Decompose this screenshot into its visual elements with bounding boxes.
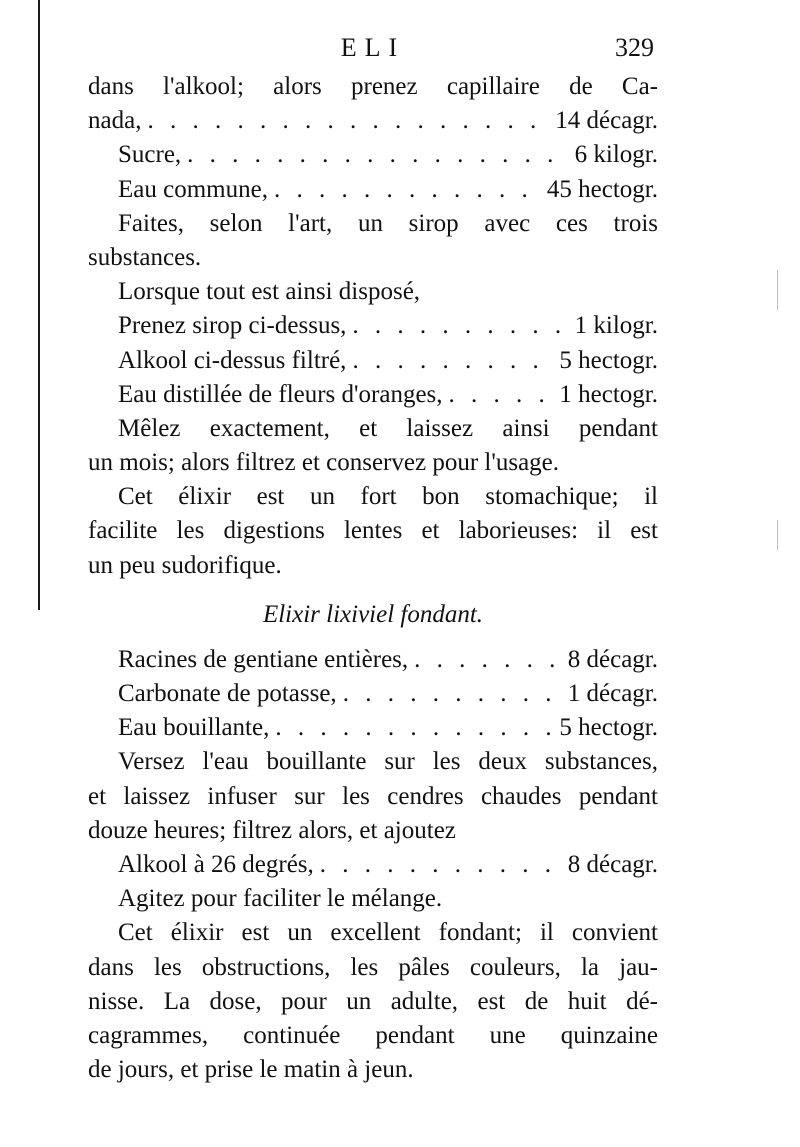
- ingredient-row: [88, 677, 658, 711]
- text-line: substances.: [88, 243, 202, 271]
- leader-dots: [141, 104, 549, 138]
- ingredient-quantity: 5 hectogr.: [559, 714, 658, 742]
- text-line: douze heures; filtrez alors, et ajoutez: [88, 816, 456, 844]
- running-title: ELI: [340, 33, 406, 62]
- text-line: dans les obstructions, les pâles couleurs, la jau-: [88, 953, 658, 981]
- text-line: Agitez pour faciliter le mélange.: [118, 885, 443, 913]
- ingredient-name: Sucre,: [118, 141, 182, 169]
- text-line: Versez l'eau bouillante sur les deux substances,: [118, 748, 658, 776]
- ingredient-quantity: 14 décagr.: [555, 107, 658, 135]
- leader-dots: [346, 344, 553, 378]
- ingredient-name: Carbonate de potasse,: [118, 680, 337, 707]
- book-page: [88, 26, 658, 1087]
- ingredient-quantity: 45 hectogr.: [546, 175, 658, 203]
- leader-dots: [181, 138, 568, 172]
- ingredient-row: [88, 104, 658, 138]
- ingredient-row: [88, 378, 658, 412]
- ingredient-quantity: 1 kilogr.: [574, 312, 658, 340]
- ingredient-quantity: 8 décagr.: [567, 645, 658, 673]
- ingredient-name: Racines de gentiane entières,: [118, 645, 409, 673]
- leader-dots: [337, 677, 562, 711]
- ingredient-name: Prenez sirop ci-dessus,: [118, 312, 347, 340]
- running-header: [88, 26, 658, 70]
- text-line: Mêlez exactement, et laissez ainsi pendant: [118, 414, 658, 442]
- ingredient-name: Alkool à 26 degrés,: [118, 850, 314, 878]
- leader-dots: [346, 309, 568, 343]
- ingredient-row: [88, 173, 658, 207]
- ingredient-quantity: 8 décagr.: [567, 850, 658, 878]
- text-line: dans l'alkool; alors prenez capillaire de Ca-: [88, 73, 658, 100]
- text-line: cagrammes, continuée pendant une quinzaine: [88, 1021, 658, 1049]
- text-line: et laissez infuser sur les cendres chaudes pendant: [88, 782, 658, 810]
- ingredient-name: nada,: [88, 107, 142, 135]
- text-line: un mois; alors filtrez et conservez pour l'usage.: [88, 449, 560, 477]
- ingredient-row: [88, 309, 658, 343]
- text-line: facilite les digestions lentes et laborieuses: il est: [88, 517, 658, 545]
- ingredient-row: [88, 711, 658, 745]
- ingredient-quantity: 1 hectogr.: [559, 380, 658, 408]
- leader-dots: [268, 173, 541, 207]
- page-binding-line: [38, 0, 40, 610]
- ingredient-name: Eau commune,: [118, 175, 268, 203]
- page-edge-mark: [777, 520, 778, 550]
- text-line: Cet élixir est un excellent fondant; il convient: [118, 919, 658, 947]
- ingredient-row: [88, 344, 658, 378]
- leader-dots: [408, 643, 562, 677]
- page-number: 329: [615, 33, 654, 62]
- text-line: Lorsque tout est ainsi disposé,: [118, 278, 421, 306]
- leader-dots: [269, 711, 553, 745]
- ingredient-quantity: 6 kilogr.: [574, 141, 658, 169]
- text-line: nisse. La dose, pour un adulte, est de huit dé-: [88, 987, 658, 1015]
- text-line: Cet élixir est un fort bon stomachique; il: [118, 483, 658, 511]
- text-line: de jours, et prise le matin à jeun.: [88, 1056, 414, 1084]
- ingredient-name: Eau distillée de fleurs d'oranges,: [118, 380, 443, 408]
- ingredient-row: [88, 848, 658, 882]
- leader-dots: [443, 378, 554, 412]
- ingredient-row: [88, 643, 658, 677]
- ingredient-row: [88, 138, 658, 172]
- ingredient-quantity: 5 hectogr.: [559, 346, 658, 374]
- ingredient-quantity: 1 décagr.: [567, 680, 658, 707]
- ingredient-name: Alkool ci-dessus filtré,: [118, 346, 347, 374]
- text-line: un peu sudorifique.: [88, 551, 282, 579]
- section-title: Elixir lixiviel fondant.: [262, 600, 484, 628]
- page-edge-mark: [777, 270, 778, 310]
- text-line: Faites, selon l'art, un sirop avec ces trois: [118, 209, 658, 237]
- ingredient-name: Eau bouillante,: [118, 714, 270, 742]
- leader-dots: [314, 848, 562, 882]
